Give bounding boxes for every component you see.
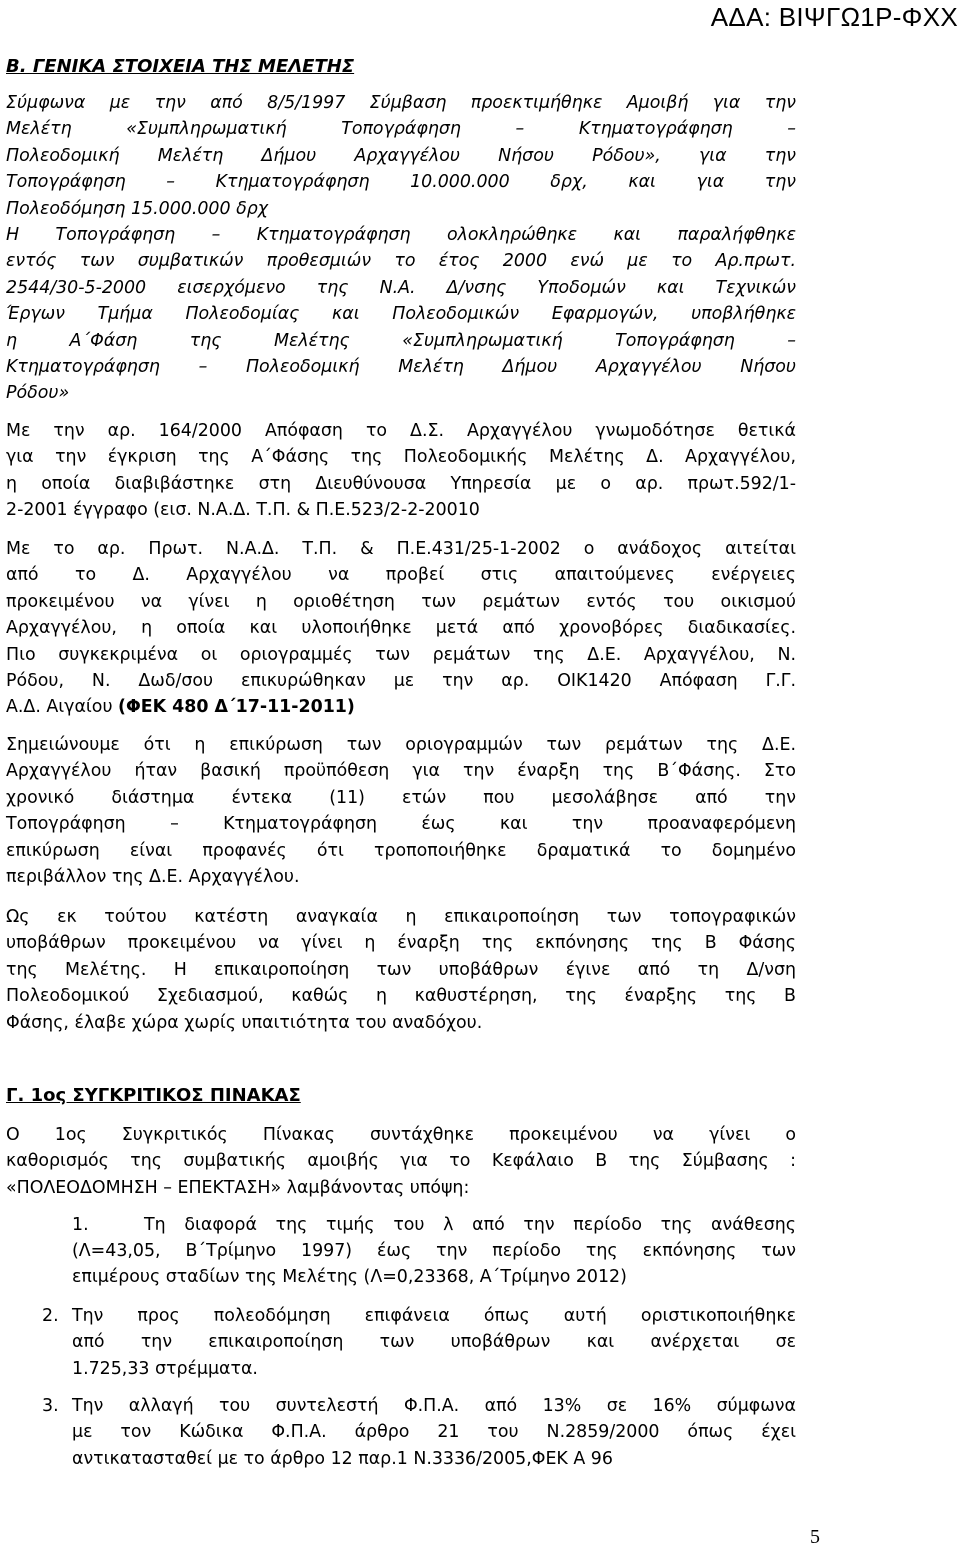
text-line: Τοπογράφηση – Κτηματογράφηση έως και την προαναφερόμενη bbox=[6, 814, 796, 835]
text-line: Ρόδου, Ν. Δωδ/σου επικυρώθηκαν με την αρ. ΟΙΚ1420 Απόφαση Γ.Γ. bbox=[6, 671, 796, 692]
text-line: χρονικό διάστημα έντεκα (11) ετών που μεσολάβησε από την bbox=[6, 787, 796, 808]
text-line: η Α΄Φάση της Μελέτης «Συμπληρωματική Τοπογράφηση – bbox=[6, 330, 796, 351]
text-line: Σύμφωνα με την από 8/5/1997 Σύμβαση προεκτιμήθηκε Αμοιβή για την bbox=[6, 93, 796, 113]
text-line: με τον Κώδικα Φ.Π.Α. άρθρο 21 του Ν.2859/2000 όπως έχει bbox=[72, 1422, 796, 1443]
section-b-title: Β. ΓΕΝΙΚΑ ΣΤΟΙΧΕΙΑ ΤΗΣ ΜΕΛΕΤΗΣ bbox=[6, 56, 355, 77]
text-line: Την προς πολεοδόμηση επιφάνεια όπως αυτή οριστικοποιήθηκε bbox=[72, 1306, 796, 1326]
text-line: από το Δ. Αρχαγγέλου να προβεί στις απαιτούμενες ενέργειες bbox=[6, 565, 796, 586]
paragraph-b3 bbox=[6, 536, 796, 721]
text-line: Την αλλαγή του συντελεστή Φ.Π.Α. από 13% σε 16% σύμφωνα bbox=[72, 1396, 796, 1416]
list-number: 1. bbox=[72, 1215, 89, 1235]
text-line bbox=[6, 694, 796, 720]
ada-code: ΑΔΑ: ΒΙΨΓΩ1Ρ-ΦΧΧ bbox=[710, 2, 958, 32]
text-line: 2-2001 έγγραφο (εισ. Ν.Α.Δ. Τ.Π. & Π.Ε.523/2-2-20010 bbox=[6, 500, 480, 521]
text-line: εντός των συμβατικών προθεσμιών το έτος 2000 ενώ με το Αρ.πρωτ. bbox=[6, 251, 796, 272]
paragraph-b1 bbox=[6, 90, 796, 407]
text-line: προκειμένου να γίνει η οριοθέτηση των ρεμάτων εντός του οικισμού bbox=[6, 591, 796, 612]
text-line: Τη διαφορά της τιμής του λ από την περίοδο της ανάθεσης bbox=[144, 1215, 796, 1235]
fek-reference: (ΦΕΚ 480 Δ΄17-11-2011) bbox=[118, 697, 355, 718]
text-line: καθορισμός της συμβατικής αμοιβής για το Κεφάλαιο Β της Σύμβασης : bbox=[6, 1151, 796, 1172]
text-line: Κτηματογράφηση – Πολεοδομική Μελέτη Δήμου Αρχαγγέλου Νήσου bbox=[6, 357, 796, 378]
text-line: αντικατασταθεί με το άρθρο 12 παρ.1 Ν.3336/2005,ΦΕΚ Α 96 bbox=[72, 1448, 613, 1469]
paragraph-g-intro bbox=[6, 1122, 796, 1201]
list-number: 2. bbox=[42, 1306, 59, 1326]
text-line: (Λ=43,05, Β΄Τρίμηνο 1997) έως την περίοδο της εκπόνησης των bbox=[72, 1241, 796, 1261]
text-line: Με το αρ. Πρωτ. Ν.Α.Δ. Τ.Π. & Π.Ε.431/25-1-2002 ο ανάδοχος αιτείται bbox=[6, 539, 796, 559]
text-line: Φάσης, έλαβε χώρα χωρίς υπαιτιότητα του αναδόχου. bbox=[6, 1012, 483, 1033]
text-run: Α.Δ. Αιγαίου bbox=[6, 697, 119, 718]
text-line: Η Τοπογράφηση – Κτηματογράφηση ολοκληρώθηκε και παραλήφθηκε bbox=[6, 225, 796, 246]
text-line: Πολεοδόμηση 15.000.000 δρχ bbox=[6, 198, 269, 219]
list-number: 3. bbox=[42, 1396, 59, 1416]
text-line: Ο 1ος Συγκριτικός Πίνακας συντάχθηκε προκειμένου να γίνει ο bbox=[6, 1125, 796, 1145]
text-line: επιμέρους σταδίων της Μελέτης (Λ=0,23368, Α΄Τρίμηνο 2012) bbox=[72, 1267, 627, 1288]
text-line: της Μελέτης. Η επικαιροποίηση των υποβάθρων έγινε από τη Δ/νση bbox=[6, 959, 796, 980]
page-number: 5 bbox=[810, 1526, 820, 1548]
text-line: Πολεοδομική Μελέτη Δήμου Αρχαγγέλου Νήσου Ρόδου», για την bbox=[6, 145, 796, 166]
text-line: επικύρωση είναι προφανές ότι τροποποιήθηκε δραματικά το δομημένο bbox=[6, 840, 796, 861]
text-line: Ρόδου» bbox=[6, 383, 70, 404]
text-line: από την επικαιροποίηση των υποβάθρων και ανέρχεται σε bbox=[72, 1332, 796, 1353]
text-line: «ΠΟΛΕΟΔΟΜΗΣΗ – ΕΠΕΚΤΑΣΗ» λαμβάνοντας υπόψη: bbox=[6, 1177, 470, 1198]
text-line: 1.725,33 στρέμματα. bbox=[72, 1358, 258, 1379]
text-line: για την έγκριση της Α΄Φάσης της Πολεοδομικής Μελέτης Δ. Αρχαγγέλου, bbox=[6, 447, 796, 468]
text-line: 2544/30-5-2000 εισερχόμενο της Ν.Α. Δ/νσης Υποδομών και Τεχνικών bbox=[6, 277, 796, 298]
text-line: Αρχαγγέλου ήταν βασική προϋπόθεση για την έναρξη της Β΄Φάσης. Στο bbox=[6, 761, 796, 782]
text-line: περιβάλλον της Δ.Ε. Αρχαγγέλου. bbox=[6, 867, 300, 888]
text-line: υποβάθρων προκειμένου να γίνει η έναρξη της εκπόνησης της Β Φάσης bbox=[6, 933, 796, 954]
text-line: η οποία διαβιβάστηκε στη Διευθύνουσα Υπηρεσία με ο αρ. πρωτ.592/1- bbox=[6, 473, 796, 494]
section-g-title: Γ. 1ος ΣΥΓΚΡΙΤΙΚΟΣ ΠΙΝΑΚΑΣ bbox=[6, 1085, 301, 1106]
text-line: Τοπογράφηση – Κτηματογράφηση 10.000.000 δρχ, και για την bbox=[6, 172, 796, 193]
paragraph-b2 bbox=[6, 418, 796, 524]
paragraph-b5 bbox=[6, 904, 796, 1036]
text-line: Σημειώνουμε ότι η επικύρωση των οριογραμμών των ρεμάτων της Δ.Ε. bbox=[6, 735, 796, 755]
text-line: Μελέτη «Συμπληρωματική Τοπογράφηση – Κτηματογράφηση – bbox=[6, 119, 796, 140]
text-line: Αρχαγγέλου, η οποία και υλοποιήθηκε μετά από χρονοβόρες διαδικασίες. bbox=[6, 618, 796, 639]
text-line: Έργων Τμήμα Πολεοδομίας και Πολεοδομικών Εφαρμογών, υποβλήθηκε bbox=[6, 304, 796, 325]
text-line: Πιο συγκεκριμένα οι οριογραμμές των ρεμάτων της Δ.Ε. Αρχαγγέλου, Ν. bbox=[6, 644, 796, 665]
text-line: Πολεοδομικού Σχεδιασμού, καθώς η καθυστέρηση, της έναρξης της Β bbox=[6, 986, 796, 1007]
text-line: Ως εκ τούτου κατέστη αναγκαία η επικαιροποίηση των τοπογραφικών bbox=[6, 907, 796, 927]
paragraph-b4 bbox=[6, 732, 796, 890]
text-line: Με την αρ. 164/2000 Απόφαση το Δ.Σ. Αρχαγγέλου γνωμοδότησε θετικά bbox=[6, 421, 796, 441]
